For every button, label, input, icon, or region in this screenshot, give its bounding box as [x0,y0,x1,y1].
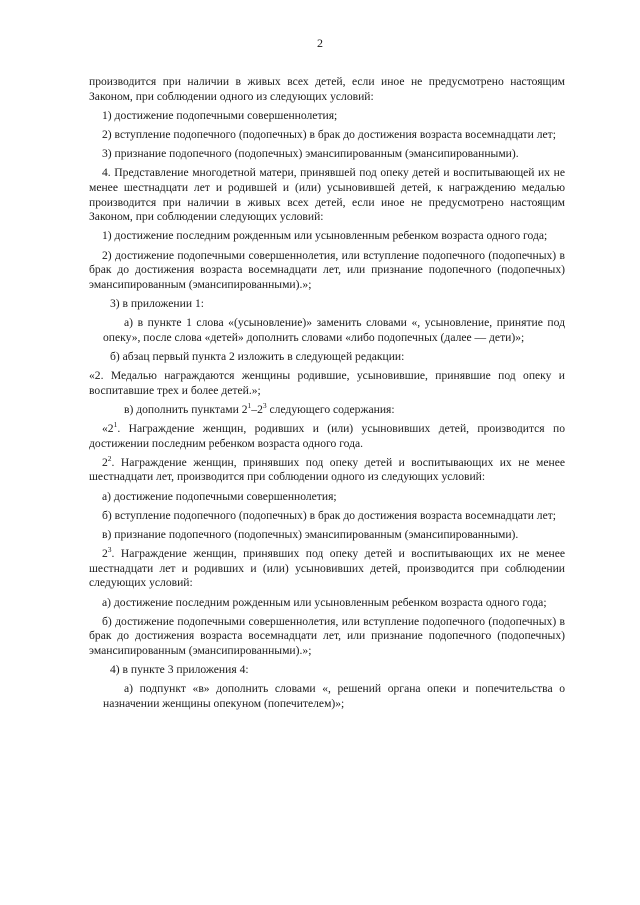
quoted-text: «2. Медалью награждаются женщины родившие, усыновившие, принявшие под опеку и воспитавшие трех и более детей.»; [89,369,565,397]
superscript: 2 [107,453,112,463]
document-body [89,75,565,716]
list-item: в) признание подопечного (подопечных) эмансипированным (эмансипированными). [102,527,519,541]
page-number: 2 [317,36,323,50]
quoted-point: $2^3$. Награждение женщин, принявших под опеку детей и воспитывающих их не менее шестнадцати лет и родивших и (или) усыновивших детей, производится при соблюдении следующих условий: [89,545,565,590]
sub-item: а) подпункт «в» дополнить словами «, решений органа опеки и попечительства о назначении женщины опекуном (попечителем)»; [103,682,565,710]
list-item: а) достижение последним рожденным или усыновленным ребенком возраста одного года; [102,595,547,609]
sub-item-tail: следующего содержания: [266,402,395,416]
superscript: 1 [113,420,118,430]
list-item: 2) достижение подопечными совершеннолетия, или вступление подопечного (подопечных) в брак до достижения возраста восемнадцати лет, или признание подопечного (подопечных) эмансипированным (эмансипированными).»; [89,248,565,291]
paragraph: производится при наличии в живых всех детей, если иное не предусмотрено настоящим Законом, при соблюдении одного из следующих условий: [89,75,565,103]
list-item: 3) признание подопечного (подопечных) эмансипированным (эмансипированными). [102,147,519,161]
superscript: 3 [262,400,267,410]
quoted-point: «$2^1$. Награждение женщин, родивших и (или) усыновивших детей, производится по достижении последним ребенком возраста одного года. [89,420,565,450]
sub-item-text: в) дополнить пунктами 2 [124,402,248,416]
superscript: 1 [247,400,252,410]
amendment-item: 4) в пункте 3 приложения 4: [110,663,249,677]
superscript: 3 [107,545,112,555]
paragraph: 4. Представление многодетной матери, принявшей под опеку детей и воспитывающей их не менее шестнадцати лет и родившей и (или) усыновившей детей, к награждению медалью производится при наличии в живых всех детей, если иное не предусмотрено настоящим Законом, при соблюдении следующих условий: [89,166,565,224]
list-item: б) достижение подопечными совершеннолетия, или вступление подопечного (подопечных) в брак до достижения возраста восемнадцати лет, или признание подопечного (подопечных) эмансипированным (эмансипированными).»; [89,614,565,657]
amendment-item: 3) в приложении 1: [110,296,204,310]
quoted-point: $2^2$. Награждение женщин, принявших под опеку детей и воспитывающих их не менее шестнадцати лет, производится при соблюдении одного из следующих условий: [89,453,565,484]
list-item: 1) достижение последним рожденным или усыновленным ребенком возраста одного года; [102,229,548,243]
sub-item: а) в пункте 1 слова «(усыновление)» заменить словами «, усыновление, принятие под опеку», после слова «детей» дополнить словами «либо подопечных (далее — дети)»; [103,316,565,344]
list-item: 2) вступление подопечного (подопечных) в брак до достижения возраста восемнадцати лет; [102,127,556,141]
list-item: б) вступление подопечного (подопечных) в брак до достижения возраста восемнадцати лет; [102,508,557,522]
dash: – [251,402,258,416]
sub-item: б) абзац первый пункта 2 изложить в следующей редакции: [110,349,405,363]
list-item: а) достижение подопечными совершеннолетия; [102,489,337,503]
sub-item: в) дополнить пунктами $2^1-2^3$ следующего содержания: [124,400,395,416]
list-item: 1) достижение подопечными совершеннолетия; [102,108,338,122]
